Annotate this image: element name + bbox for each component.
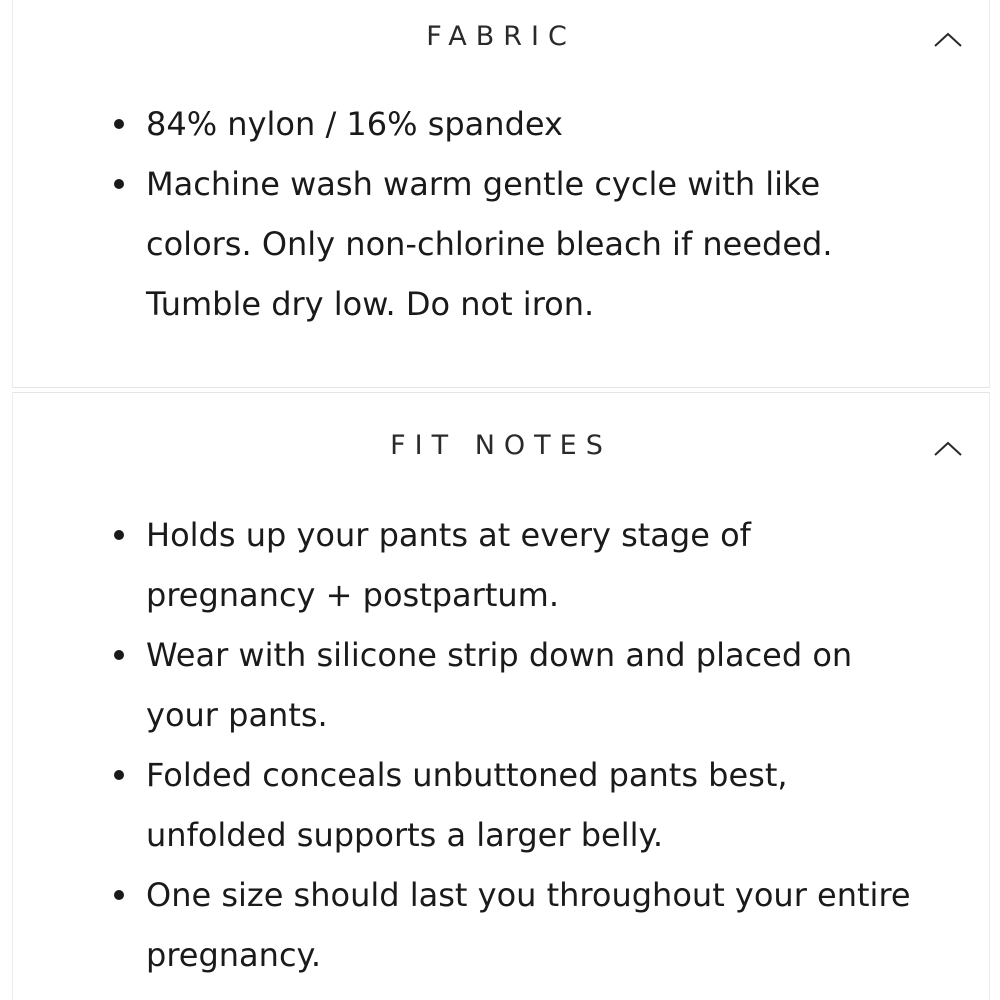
chevron-up-icon[interactable] [933,30,963,48]
chevron-up-icon[interactable] [933,439,963,457]
section-title-fabric: FABRIC [426,21,576,52]
list-item: Wear with silicone strip down and placed on your pants. [13,625,989,745]
list-item: One size should last you throughout your entire pregnancy. [13,865,989,985]
list-item: 84% nylon / 16% spandex [13,94,989,154]
accordion-header-fabric[interactable] [13,0,989,82]
list-item: Holds up your pants at every stage of pregnancy + postpartum. [13,505,989,625]
accordion-section-fit-notes [12,392,990,1000]
list-item: Machine wash warm gentle cycle with like colors. Only non-chlorine bleach if needed. Tumble dry low. Do not iron. [13,154,989,334]
section-title-fit-notes: FIT NOTES [390,430,612,461]
accordion-section-fabric [12,0,990,388]
fabric-details-list [13,94,989,334]
fit-notes-list [13,505,989,985]
list-item: Folded conceals unbuttoned pants best, unfolded supports a larger belly. [13,745,989,865]
accordion-header-fit-notes[interactable] [13,393,989,477]
